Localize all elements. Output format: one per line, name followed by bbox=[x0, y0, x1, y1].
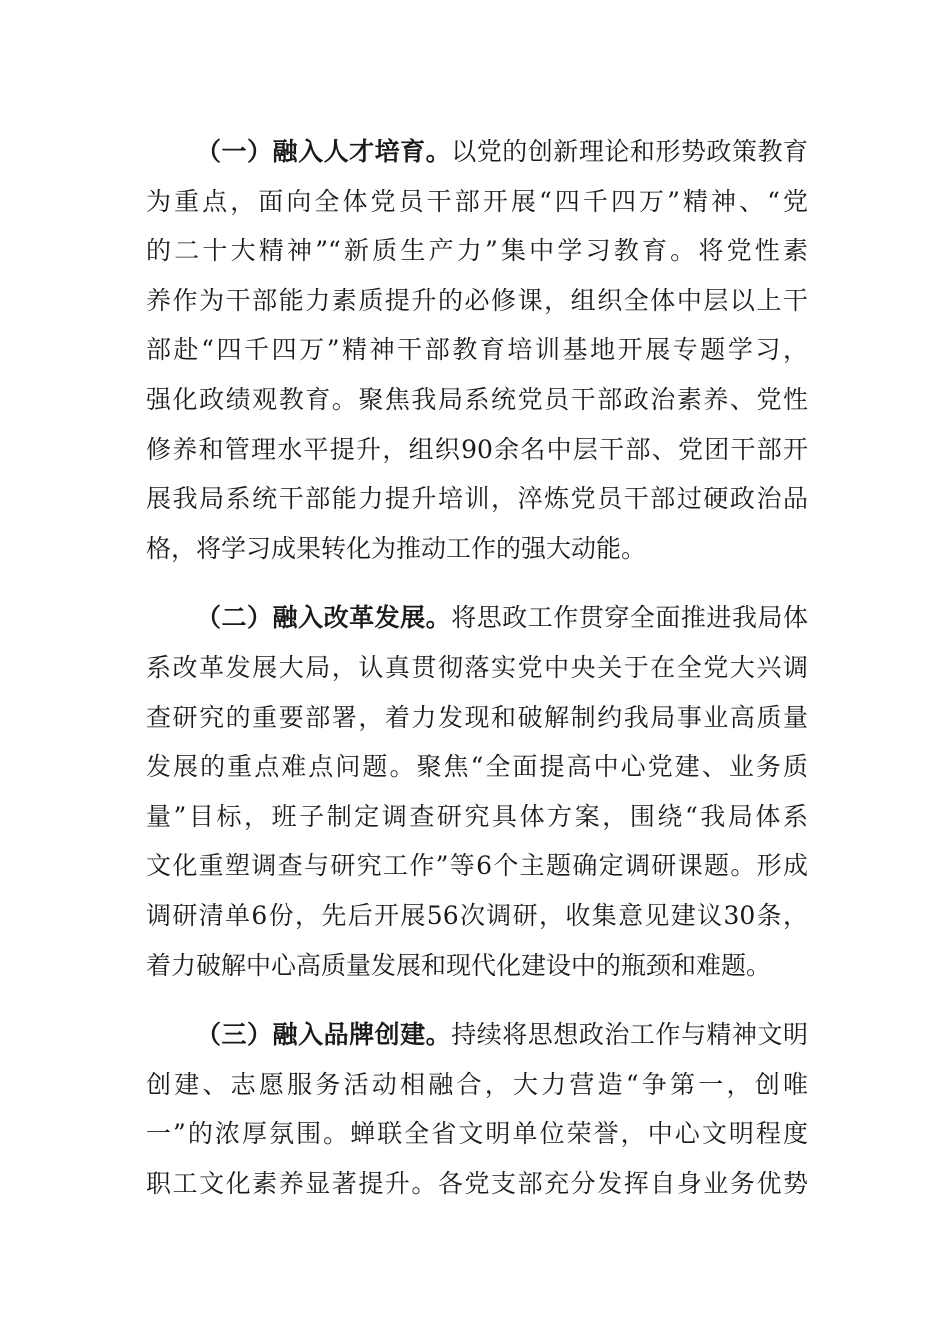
text-line bbox=[146, 1010, 808, 1060]
section-heading: （三）融入品牌创建。 bbox=[196, 1020, 452, 1050]
text-line: 量”目标，班子制定调查研究具体方案，围绕“我局体系 bbox=[146, 801, 808, 831]
text-line: 职工文化素养显著提升。各党支部充分发挥自身业务优势 bbox=[146, 1168, 808, 1198]
text-line: 调研清单6份，先后开展56次调研，收集意见建议30条， bbox=[146, 900, 808, 930]
text-line: 创建、志愿服务活动相融合，大力营造“争第一，创唯 bbox=[146, 1069, 808, 1099]
text-line: 系改革发展大局，认真贯彻落实党中央关于在全党大兴调 bbox=[146, 652, 808, 682]
section-text: 以党的创新理论和形势政策教育 bbox=[451, 137, 808, 166]
text-line: 格，将学习成果转化为推动工作的强大动能。 bbox=[146, 533, 647, 563]
section-text: 持续将思想政治工作与精神文明 bbox=[451, 1020, 808, 1050]
section-heading: （二）融入改革发展。 bbox=[196, 603, 452, 633]
section-heading: （一）融入人才培育。 bbox=[196, 137, 452, 166]
text-line: 修养和管理水平提升，组织90余名中层干部、党团干部开 bbox=[146, 434, 808, 464]
text-line: 为重点，面向全体党员干部开展“四千四万”精神、“党 bbox=[146, 186, 808, 216]
text-line: 养作为干部能力素质提升的必修课，组织全体中层以上干 bbox=[146, 285, 808, 315]
text-line: 着力破解中心高质量发展和现代化建设中的瓶颈和难题。 bbox=[146, 950, 772, 980]
text-line: 一”的浓厚氛围。蝉联全省文明单位荣誉，中心文明程度 bbox=[146, 1119, 808, 1149]
text-line bbox=[146, 127, 808, 177]
section-1 bbox=[146, 127, 808, 573]
section-3 bbox=[146, 1010, 808, 1208]
text-line: 文化重塑调查与研究工作”等6个主题确定调研课题。形成 bbox=[146, 851, 808, 881]
text-line: 强化政绩观教育。聚焦我局系统党员干部政治素养、党性 bbox=[146, 384, 808, 414]
document-body bbox=[146, 127, 808, 1228]
section-text: 将思政工作贯穿全面推进我局体 bbox=[451, 603, 808, 633]
section-2 bbox=[146, 593, 808, 990]
text-line: 部赴“四千四万”精神干部教育培训基地开展专题学习， bbox=[146, 335, 808, 365]
text-line: 发展的重点难点问题。聚焦“全面提高中心党建、业务质 bbox=[146, 752, 808, 782]
text-line: 查研究的重要部署，着力发现和破解制约我局事业高质量 bbox=[146, 702, 808, 732]
text-line: 展我局系统干部能力提升培训，淬炼党员干部过硬政治品 bbox=[146, 484, 808, 514]
text-line bbox=[146, 593, 808, 643]
text-line: 的二十大精神”“新质生产力”集中学习教育。将党性素 bbox=[146, 236, 808, 266]
